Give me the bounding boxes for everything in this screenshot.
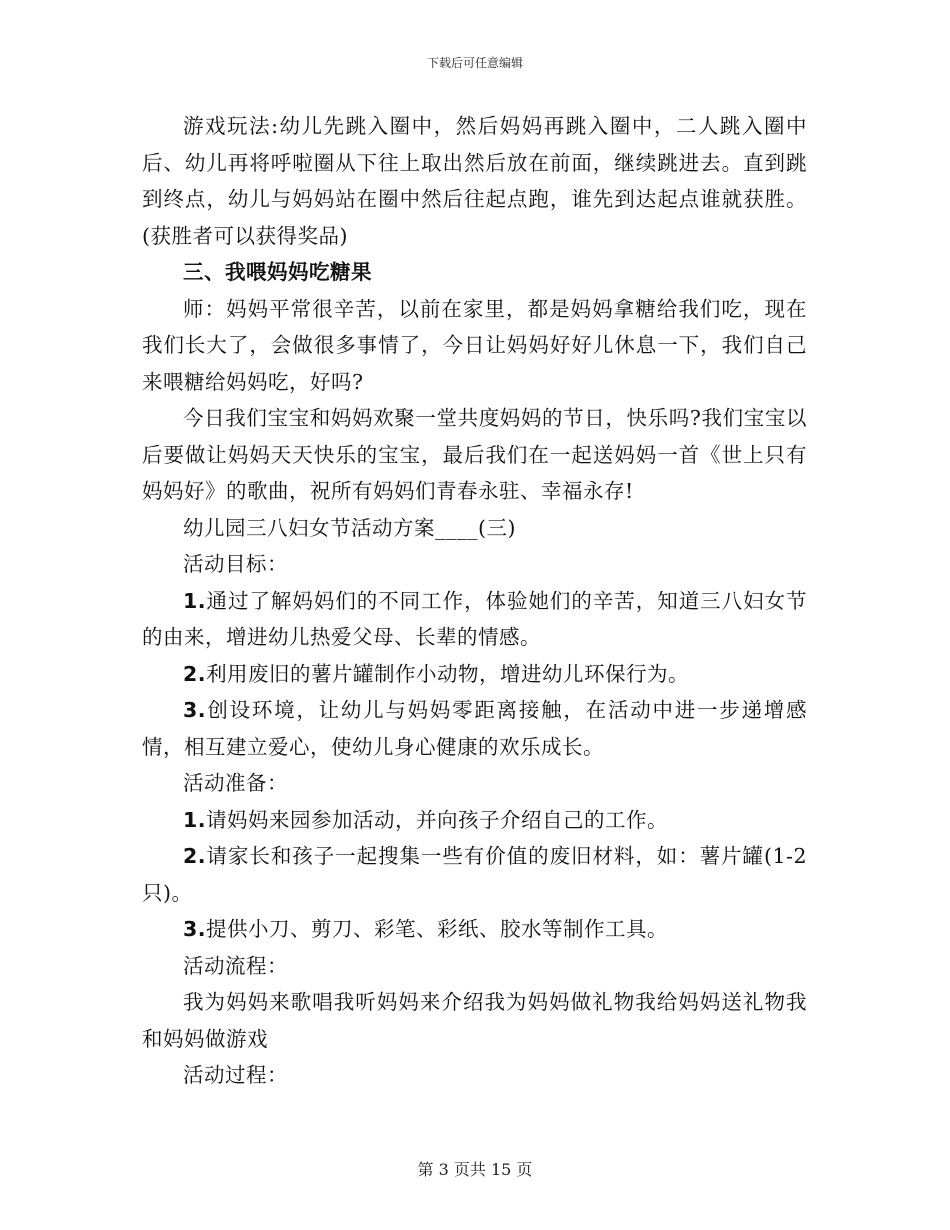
teacher-speech-paragraph: 师：妈妈平常很辛苦，以前在家里，都是妈妈拿糖给我们吃，现在我们长大了，会做很多事情了，今日让妈妈好好儿休息一下，我们自己来喂糖给妈妈吃，好吗? xyxy=(142,296,807,394)
goals-label: 活动目标： xyxy=(183,552,288,576)
flow-paragraph: 我为妈妈来歌唱我听妈妈来介绍我为妈妈做礼物我给妈妈送礼物我和妈妈做游戏 xyxy=(142,990,807,1051)
game-rules-paragraph: 游戏玩法:幼儿先跳入圈中，然后妈妈再跳入圈中，二人跳入圈中后、幼儿再将呼啦圈从下往上取出然后放在前面，继续跳进去。直到跳到终点，幼儿与妈妈站在圈中然后往起点跑，谁先到达起点谁就获胜。(获胜者可以获得奖品) xyxy=(142,114,807,248)
goal-1-text: 通过了解妈妈们的不同工作，体验她们的辛苦，知道三八妇女节的由来，增进幼儿热爱父母、长辈的情感。 xyxy=(142,588,807,649)
prep-item-3 xyxy=(142,911,807,948)
prep-1-number: 1. xyxy=(183,807,207,832)
goal-1-number: 1. xyxy=(183,588,207,613)
section-heading: 三、我喂妈妈吃糖果 xyxy=(183,260,372,284)
prep-item-2 xyxy=(142,838,807,911)
goal-2-text: 利用废旧的薯片罐制作小动物，增进幼儿环保行为。 xyxy=(206,661,690,686)
prep-2-number: 2. xyxy=(183,844,207,868)
prep-3-number: 3. xyxy=(183,917,207,941)
prep-2-text: 请家长和孩子一起搜集一些有价值的废旧材料，如：薯片罐(1-2只)。 xyxy=(142,844,807,905)
goal-item-2 xyxy=(142,656,807,693)
prep-3-text: 提供小刀、剪刀、彩笔、彩纸、胶水等制作工具。 xyxy=(206,917,669,941)
document-body xyxy=(142,108,807,1094)
goal-3-number: 3. xyxy=(183,698,207,722)
page-footer: 第 3 页共 15 页 xyxy=(417,1160,533,1179)
prep-1-text: 请妈妈来园参加活动，并向孩子介绍自己的工作。 xyxy=(206,807,669,832)
goal-item-1 xyxy=(142,583,807,656)
goal-3-text: 创设环境，让幼儿与妈妈零距离接触，在活动中进一步递增感情，相互建立爱心，使幼儿身心健康的欢乐成长。 xyxy=(142,698,807,759)
page-header: 下载后可任意编辑 xyxy=(426,56,523,70)
closing-paragraph: 今日我们宝宝和妈妈欢聚一堂共度妈妈的节日，快乐吗?我们宝宝以后要做让妈妈天天快乐的宝宝，最后我们在一起送妈妈一首《世上只有妈妈好》的歌曲，祝所有妈妈们青春永驻、幸福永存! xyxy=(142,406,807,503)
prep-item-1 xyxy=(142,802,807,839)
goal-2-number: 2. xyxy=(183,661,207,686)
preparation-label: 活动准备： xyxy=(183,771,288,795)
process-label: 活动过程： xyxy=(183,1063,288,1087)
flow-label: 活动流程： xyxy=(183,953,288,978)
goal-item-3 xyxy=(142,692,807,765)
plan-title: 幼儿园三八妇女节活动方案____(三) xyxy=(183,515,516,540)
